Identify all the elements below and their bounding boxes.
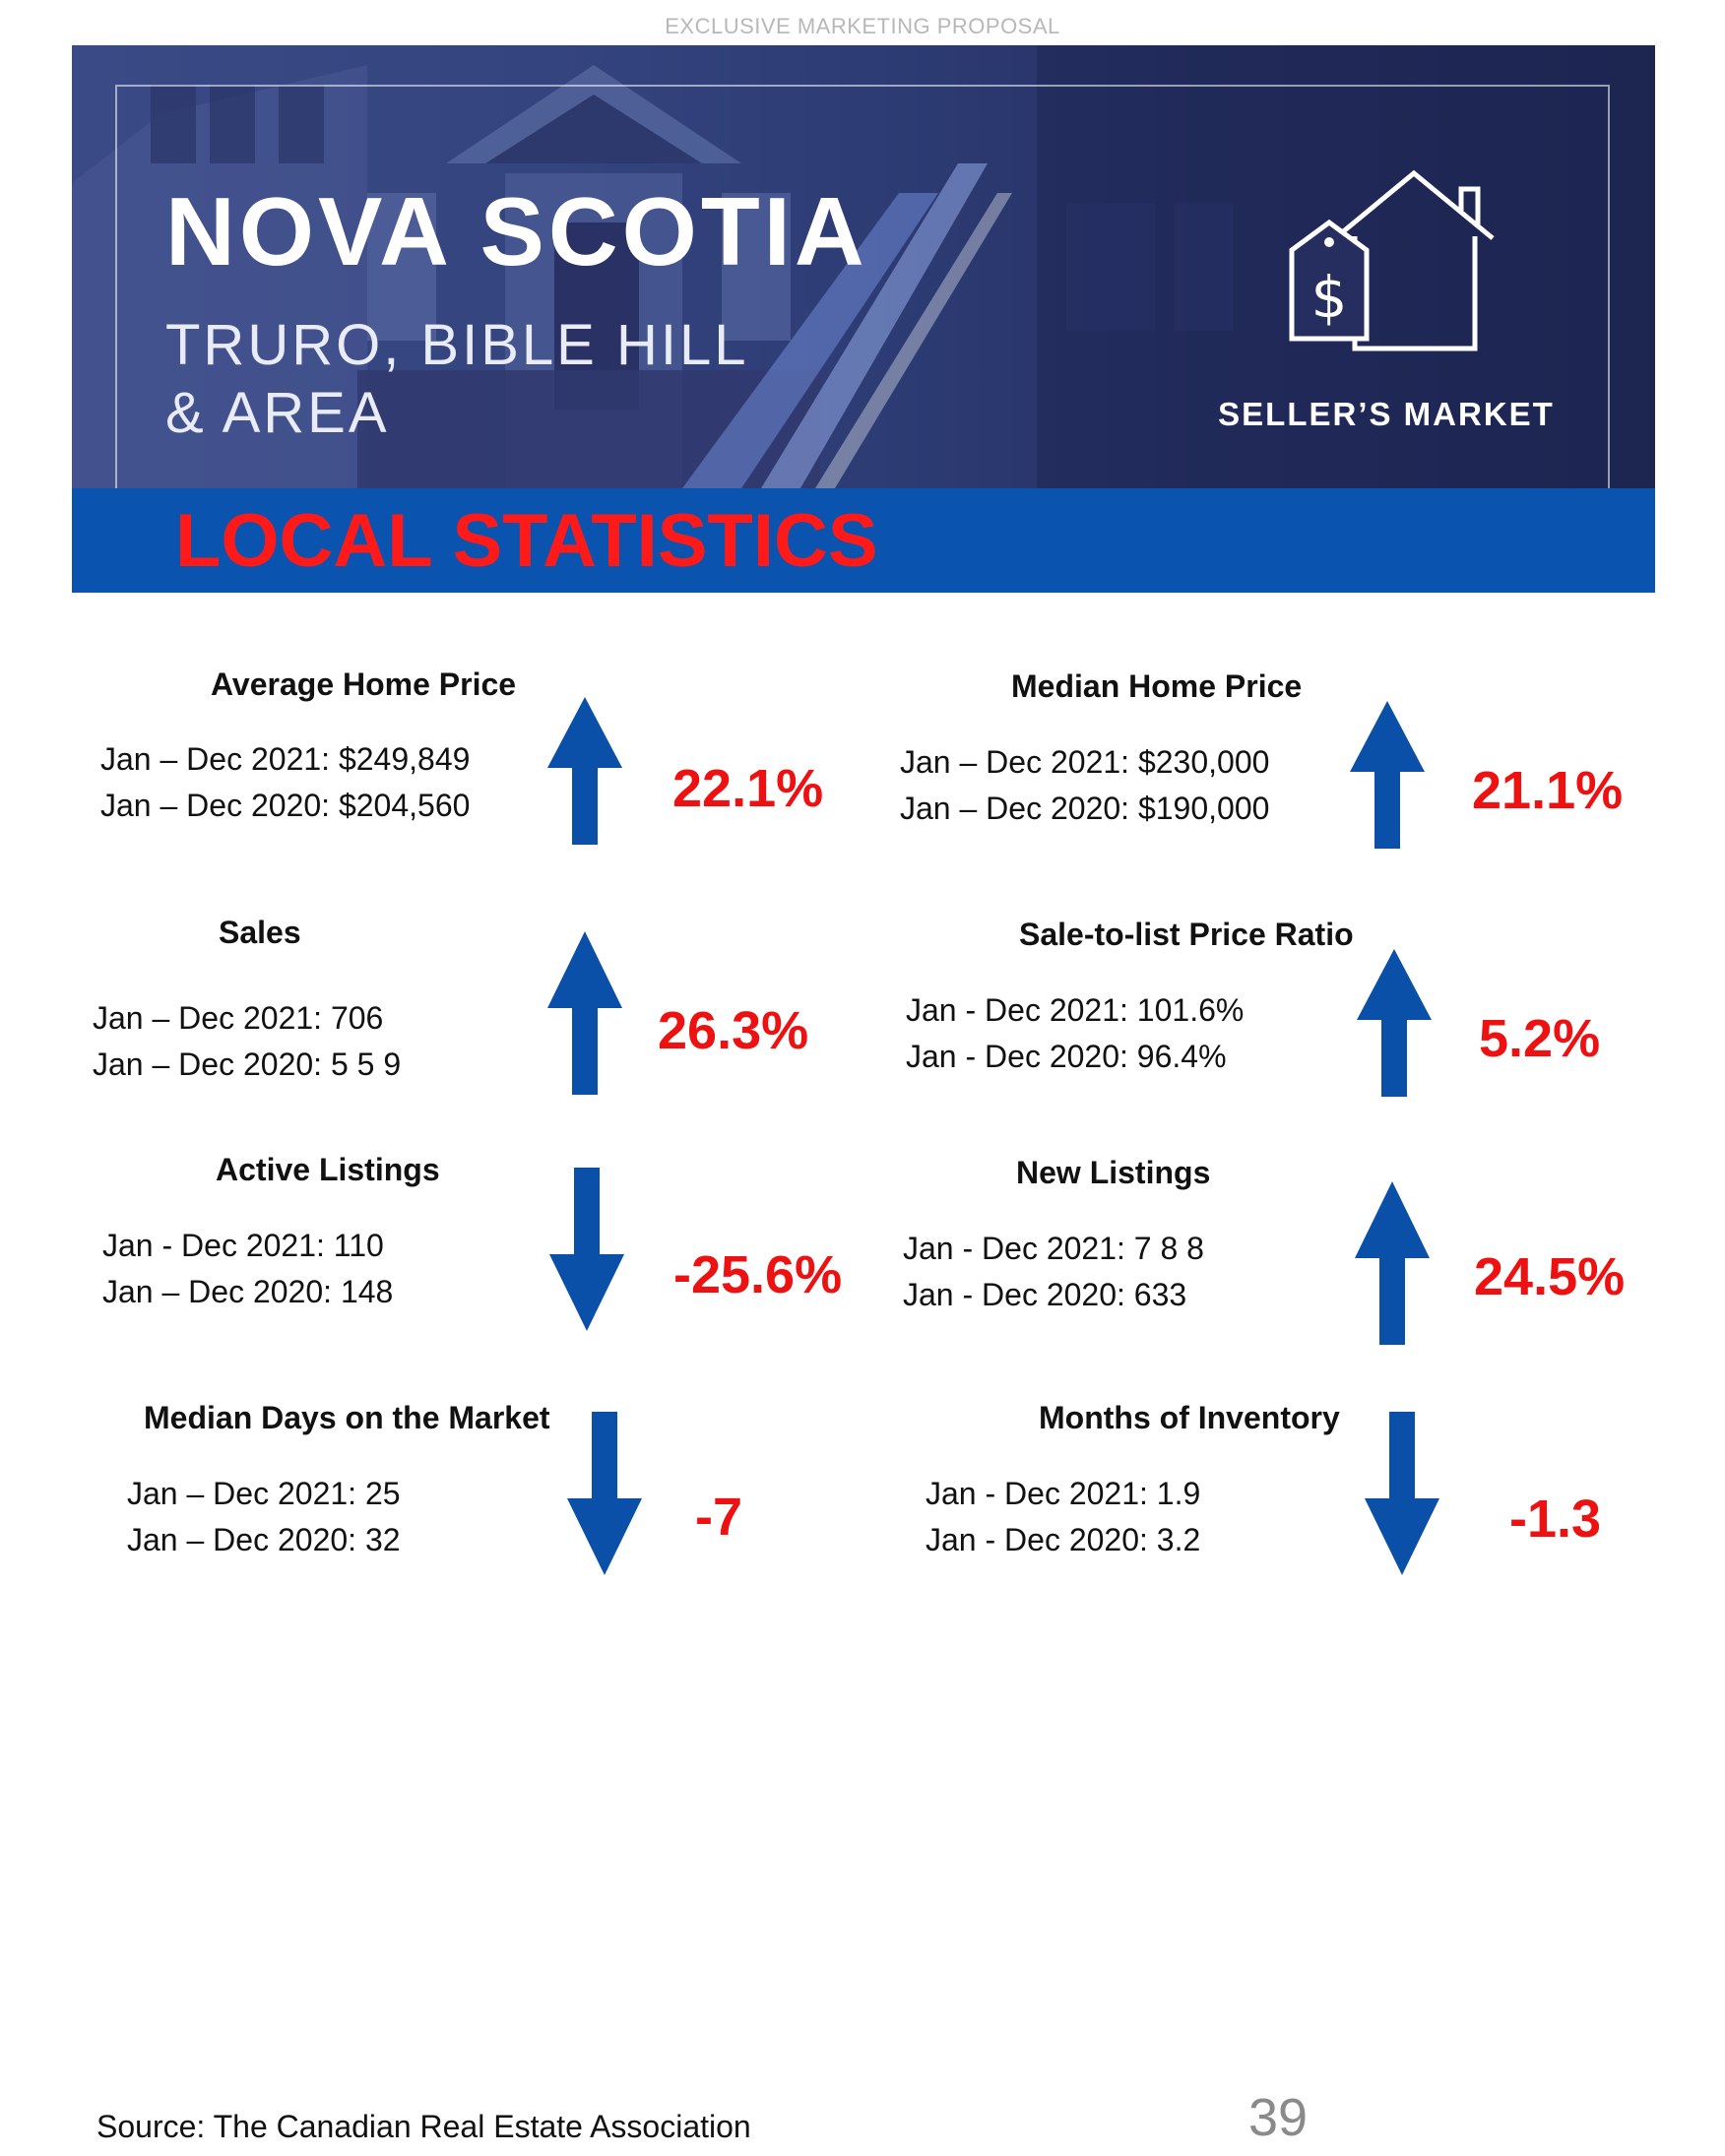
stat-title-median-home-price: Median Home Price <box>1011 668 1303 704</box>
stat-title-new-listings: New Listings <box>1016 1155 1211 1190</box>
stat-2021-active-listings: Jan - Dec 2021: 110 <box>102 1228 384 1263</box>
svg-text:$: $ <box>1310 264 1348 331</box>
stat-2021-median-days-on-market: Jan – Dec 2021: 25 <box>127 1476 401 1511</box>
stat-2021-sales: Jan – Dec 2021: 706 <box>93 1000 384 1036</box>
stat-title-months-of-inventory: Months of Inventory <box>1039 1400 1340 1435</box>
house-price-tag-icon <box>1286 159 1502 356</box>
banner-subtitle-line2: & AREA <box>165 381 390 445</box>
section-title: LOCAL STATISTICS <box>175 499 878 583</box>
arrow-up-icon <box>1350 701 1425 849</box>
stat-2021-median-home-price: Jan – Dec 2021: $230,000 <box>900 744 1270 780</box>
change-sale-to-list-ratio: 5.2% <box>1479 1009 1601 1068</box>
change-median-home-price: 21.1% <box>1472 761 1624 820</box>
page-number: 39 <box>1248 2088 1309 2147</box>
stat-2020-sales: Jan – Dec 2020: 5 5 9 <box>93 1046 402 1082</box>
hero-banner <box>72 45 1655 488</box>
stat-2021-months-of-inventory: Jan - Dec 2021: 1.9 <box>926 1476 1201 1511</box>
stat-title-average-home-price: Average Home Price <box>211 666 517 702</box>
proposal-header-label: EXCLUSIVE MARKETING PROPOSAL <box>665 14 1060 38</box>
arrow-up-icon <box>1355 1181 1430 1345</box>
stat-title-sales: Sales <box>219 915 301 950</box>
arrow-down-icon <box>549 1168 624 1331</box>
stat-2021-sale-to-list-ratio: Jan - Dec 2021: 101.6% <box>906 992 1245 1028</box>
stat-title-median-days-on-market: Median Days on the Market <box>144 1400 550 1435</box>
change-months-of-inventory: -1.3 <box>1509 1490 1602 1549</box>
stat-2020-median-days-on-market: Jan – Dec 2020: 32 <box>127 1522 401 1557</box>
arrow-down-icon <box>1365 1412 1439 1575</box>
arrow-up-icon <box>1357 949 1432 1097</box>
market-status-label: SELLER’S MARKET <box>1218 396 1555 432</box>
stat-2021-new-listings: Jan - Dec 2021: 7 8 8 <box>903 1231 1204 1266</box>
change-active-listings: -25.6% <box>673 1245 843 1304</box>
change-median-days-on-market: -7 <box>695 1488 743 1547</box>
change-new-listings: 24.5% <box>1474 1247 1626 1306</box>
arrow-up-icon <box>547 931 622 1095</box>
change-sales: 26.3% <box>658 1001 809 1060</box>
stat-2020-months-of-inventory: Jan - Dec 2020: 3.2 <box>926 1522 1201 1557</box>
stat-title-active-listings: Active Listings <box>216 1152 440 1187</box>
stat-2020-sale-to-list-ratio: Jan - Dec 2020: 96.4% <box>906 1039 1227 1074</box>
stat-2021-average-home-price: Jan – Dec 2021: $249,849 <box>100 741 471 777</box>
stat-2020-active-listings: Jan – Dec 2020: 148 <box>102 1274 394 1309</box>
stat-2020-new-listings: Jan - Dec 2020: 633 <box>903 1277 1187 1312</box>
banner-subtitle-line1: TRURO, BIBLE HILL <box>165 313 749 377</box>
stat-2020-median-home-price: Jan – Dec 2020: $190,000 <box>900 791 1270 826</box>
stat-2020-average-home-price: Jan – Dec 2020: $204,560 <box>100 788 471 823</box>
change-average-home-price: 22.1% <box>672 759 824 818</box>
banner-title: NOVA SCOTIA <box>165 177 868 285</box>
arrow-down-icon <box>567 1412 642 1575</box>
local-statistics-bar <box>72 488 1655 593</box>
source-citation: Source: The Canadian Real Estate Association <box>96 2109 751 2144</box>
arrow-up-icon <box>547 697 622 845</box>
stat-title-sale-to-list-ratio: Sale-to-list Price Ratio <box>1019 917 1354 952</box>
